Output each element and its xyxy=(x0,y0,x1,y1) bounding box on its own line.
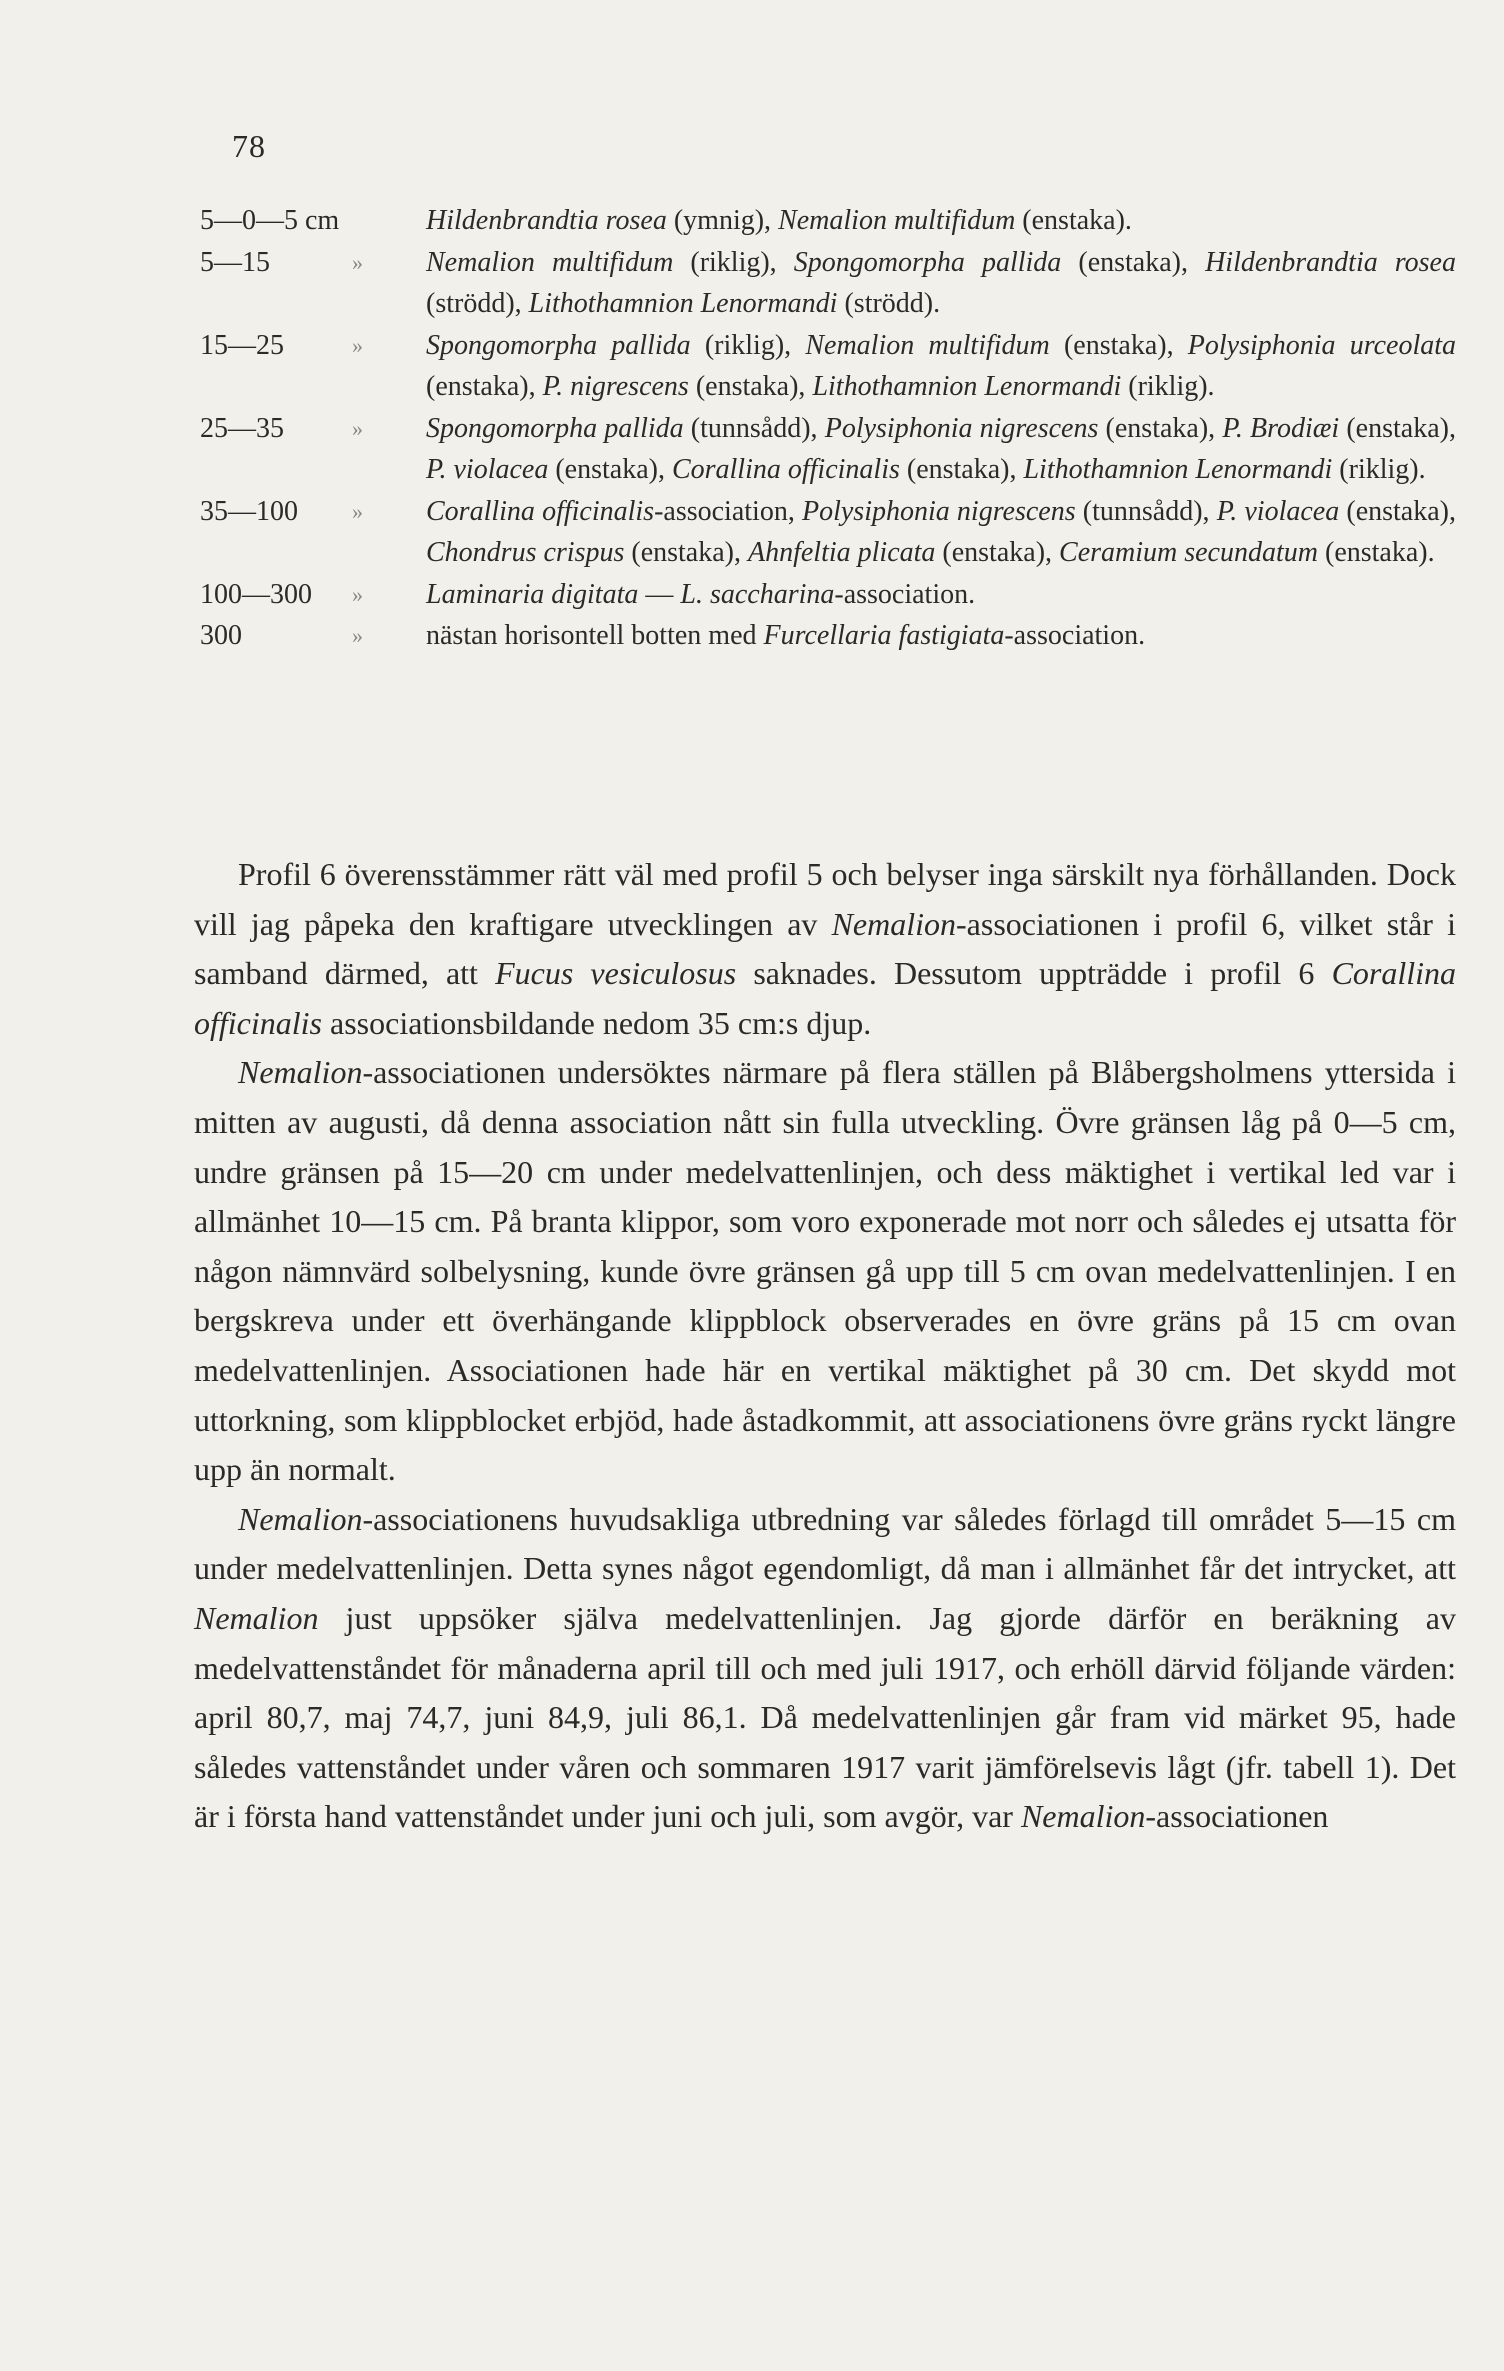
depth-range: 300 xyxy=(200,620,242,651)
depth-range: 100—300 xyxy=(200,578,312,610)
depth-range: 5—15 xyxy=(200,246,270,278)
text-run: Profil 6 överensstämmer rätt väl med profil 5 och belyser inga särskilt nya förhållanden. Dock vill jag påpeka den kraftigare utvecklingen av xyxy=(194,856,1456,942)
depth-range: 15—25 xyxy=(200,329,284,361)
paragraph xyxy=(194,850,1456,1048)
text-run: (tunnsådd), xyxy=(683,412,825,444)
text-run: (enstaka), xyxy=(688,371,813,402)
text-run: (riklig), xyxy=(673,246,794,278)
ditto-mark: » xyxy=(352,415,363,441)
depth-description xyxy=(426,200,1456,242)
text-run: just uppsöker själva medelvattenlinjen. Jag gjorde därför en beräkning av medelvattenståndet för månaderna april till och med juli 1917, och erhöll därvid följande värden: april 80,7, maj 74,7, juni 84,9, juli 86,1. Då medelvattenlinjen går fram vid märket 95, hade således vattenståndet under våren och sommaren 1917 varit jämförelsevis lågt (jfr. tabell 1). Det är i första hand vattenståndet under juni och juli, som avgör, var xyxy=(194,1599,1456,1835)
species-name: Polysiphonia nigrescens xyxy=(824,412,1099,444)
species-name: Polysiphonia nigrescens xyxy=(801,495,1076,527)
species-name: Corallina officinalis xyxy=(671,454,900,485)
species-name: Lithothamnion Lenormandi xyxy=(528,288,838,319)
depth-row xyxy=(200,615,1456,657)
species-name: Nemalion xyxy=(1020,1798,1146,1835)
species-name: Spongomorpha pallida xyxy=(426,329,691,361)
depth-range: 25—35 xyxy=(200,412,284,444)
depth-description xyxy=(426,491,1456,574)
text-run: nästan horisontell botten med xyxy=(426,620,764,651)
depth-description xyxy=(426,325,1456,408)
text-run: (ymnig), xyxy=(666,205,779,236)
text-run: (enstaka), xyxy=(1339,495,1456,527)
text-run: (enstaka). xyxy=(1318,537,1435,568)
species-name: Nemalion xyxy=(831,905,957,942)
species-name: Nemalion multifidum xyxy=(426,246,674,278)
species-name: Chondrus crispus xyxy=(426,537,625,568)
species-name: Laminaria digitata xyxy=(426,578,639,610)
species-name: Furcellaria fastigiata xyxy=(763,620,1005,651)
species-name: P. violacea xyxy=(426,454,549,485)
text-run: -association, xyxy=(654,495,802,527)
species-name: Polysiphonia urceolata xyxy=(1187,329,1457,361)
species-name: Corallina officinalis xyxy=(194,955,1457,1041)
paragraph xyxy=(194,1048,1456,1494)
depth-range: 35—100 xyxy=(200,495,298,527)
depth-description xyxy=(426,242,1456,325)
text-run: (enstaka), xyxy=(548,454,672,485)
depth-row xyxy=(200,325,1456,408)
species-name: Nemalion xyxy=(238,1500,363,1537)
ditto-mark: » xyxy=(352,498,363,524)
species-name: Hildenbrandtia rosea xyxy=(1205,246,1456,278)
depth-row xyxy=(200,200,1456,242)
species-name: Ahnfeltia plicata xyxy=(747,537,936,568)
species-name: L. saccharina xyxy=(680,578,835,610)
text-run: (enstaka), xyxy=(899,454,1024,485)
body-text xyxy=(194,850,1456,1842)
text-run: (enstaka), xyxy=(1061,246,1206,278)
species-name: Nemalion xyxy=(238,1054,363,1091)
depth-description xyxy=(426,574,1456,616)
text-run: (riklig). xyxy=(1332,454,1426,485)
depth-zone-list xyxy=(200,200,1456,657)
text-run: -associationens huvudsakliga utbredning var således förlagd till området 5—15 cm under medelvattenlinjen. Detta synes något egendomligt, då man i allmänhet får det intrycket, att xyxy=(194,1500,1456,1587)
text-run: -association. xyxy=(1004,620,1146,651)
ditto-mark: » xyxy=(352,249,363,275)
text-run: (enstaka), xyxy=(624,537,748,568)
species-name: P. Brodiæi xyxy=(1222,412,1340,444)
species-name: Lithothamnion Lenormandi xyxy=(812,371,1122,402)
species-name: Spongomorpha pallida xyxy=(793,246,1062,278)
text-run: -association. xyxy=(834,578,976,610)
depth-row xyxy=(200,242,1456,325)
text-run: (enstaka), xyxy=(935,537,1060,568)
paragraph xyxy=(194,1495,1456,1842)
text-run: -associationen xyxy=(1145,1798,1329,1835)
species-name: P. violacea xyxy=(1216,495,1340,527)
depth-range: 5—0—5 cm xyxy=(200,205,340,236)
species-name: Spongomorpha pallida xyxy=(426,412,684,444)
depth-description xyxy=(426,408,1456,491)
text-run: -associationen i profil 6, vilket står i samband därmed, att xyxy=(194,905,1457,992)
ditto-mark: » xyxy=(352,581,363,607)
text-run: (riklig), xyxy=(690,329,806,361)
ditto-mark: » xyxy=(352,332,363,358)
text-run: (enstaka), xyxy=(426,371,543,402)
text-run: -associationen undersöktes närmare på flera ställen på Blåbergsholmens yttersida i mitten av augusti, då denna association nått sin fulla utveckling. Övre gränsen låg på 0—5 cm, undre gränsen på 15—20 cm under medelvattenlinjen, och dess mäktighet i vertikal led var i allmänhet 10—15 cm. På branta klippor, som voro exponerade mot norr och således ej utsatta för någon nämnvärd solbelysning, kunde övre gränsen gå upp till 5 cm ovan medelvattenlinjen. I en bergskreva under ett överhängande klippblock observerades en övre gräns på 15 cm ovan medelvattenlinjen. Associationen hade här en vertikal mäktighet på 30 cm. Det skydd mot uttorkning, som klippblocket erbjöd, hade åstadkommit, att associationens övre gräns ryckt längre upp än normalt. xyxy=(194,1054,1456,1488)
species-name: Corallina officinalis xyxy=(426,495,655,527)
depth-row xyxy=(200,574,1456,616)
depth-row xyxy=(200,491,1456,574)
ditto-mark: » xyxy=(352,623,363,648)
text-run: (riklig). xyxy=(1121,371,1215,402)
species-name: Lithothamnion Lenormandi xyxy=(1023,454,1333,485)
text-run: (enstaka). xyxy=(1015,205,1132,236)
text-run: — xyxy=(638,578,681,610)
species-name: Ceramium secundatum xyxy=(1059,537,1318,568)
text-run: (tunnsådd), xyxy=(1075,495,1217,527)
species-name: P. nigrescens xyxy=(542,371,689,402)
depth-row xyxy=(200,408,1456,491)
text-run: (enstaka), xyxy=(1049,329,1188,361)
species-name: Nemalion xyxy=(194,1599,319,1636)
text-run: (strödd). xyxy=(837,288,941,319)
text-run: (enstaka), xyxy=(1339,412,1456,444)
species-name: Hildenbrandtia rosea xyxy=(426,205,667,236)
species-name: Fucus vesiculosus xyxy=(495,955,737,992)
species-name: Nemalion multifidum xyxy=(805,329,1050,361)
depth-description xyxy=(426,615,1456,657)
page-number: 78 xyxy=(232,128,266,164)
text-run: (strödd), xyxy=(426,288,529,319)
text-run: associationsbildande nedom 35 cm:s djup. xyxy=(322,1004,872,1041)
species-name: Nemalion multifidum xyxy=(778,205,1016,236)
text-run: saknades. Dessutom uppträdde i profil 6 xyxy=(736,955,1332,992)
text-run: (enstaka), xyxy=(1098,412,1223,444)
